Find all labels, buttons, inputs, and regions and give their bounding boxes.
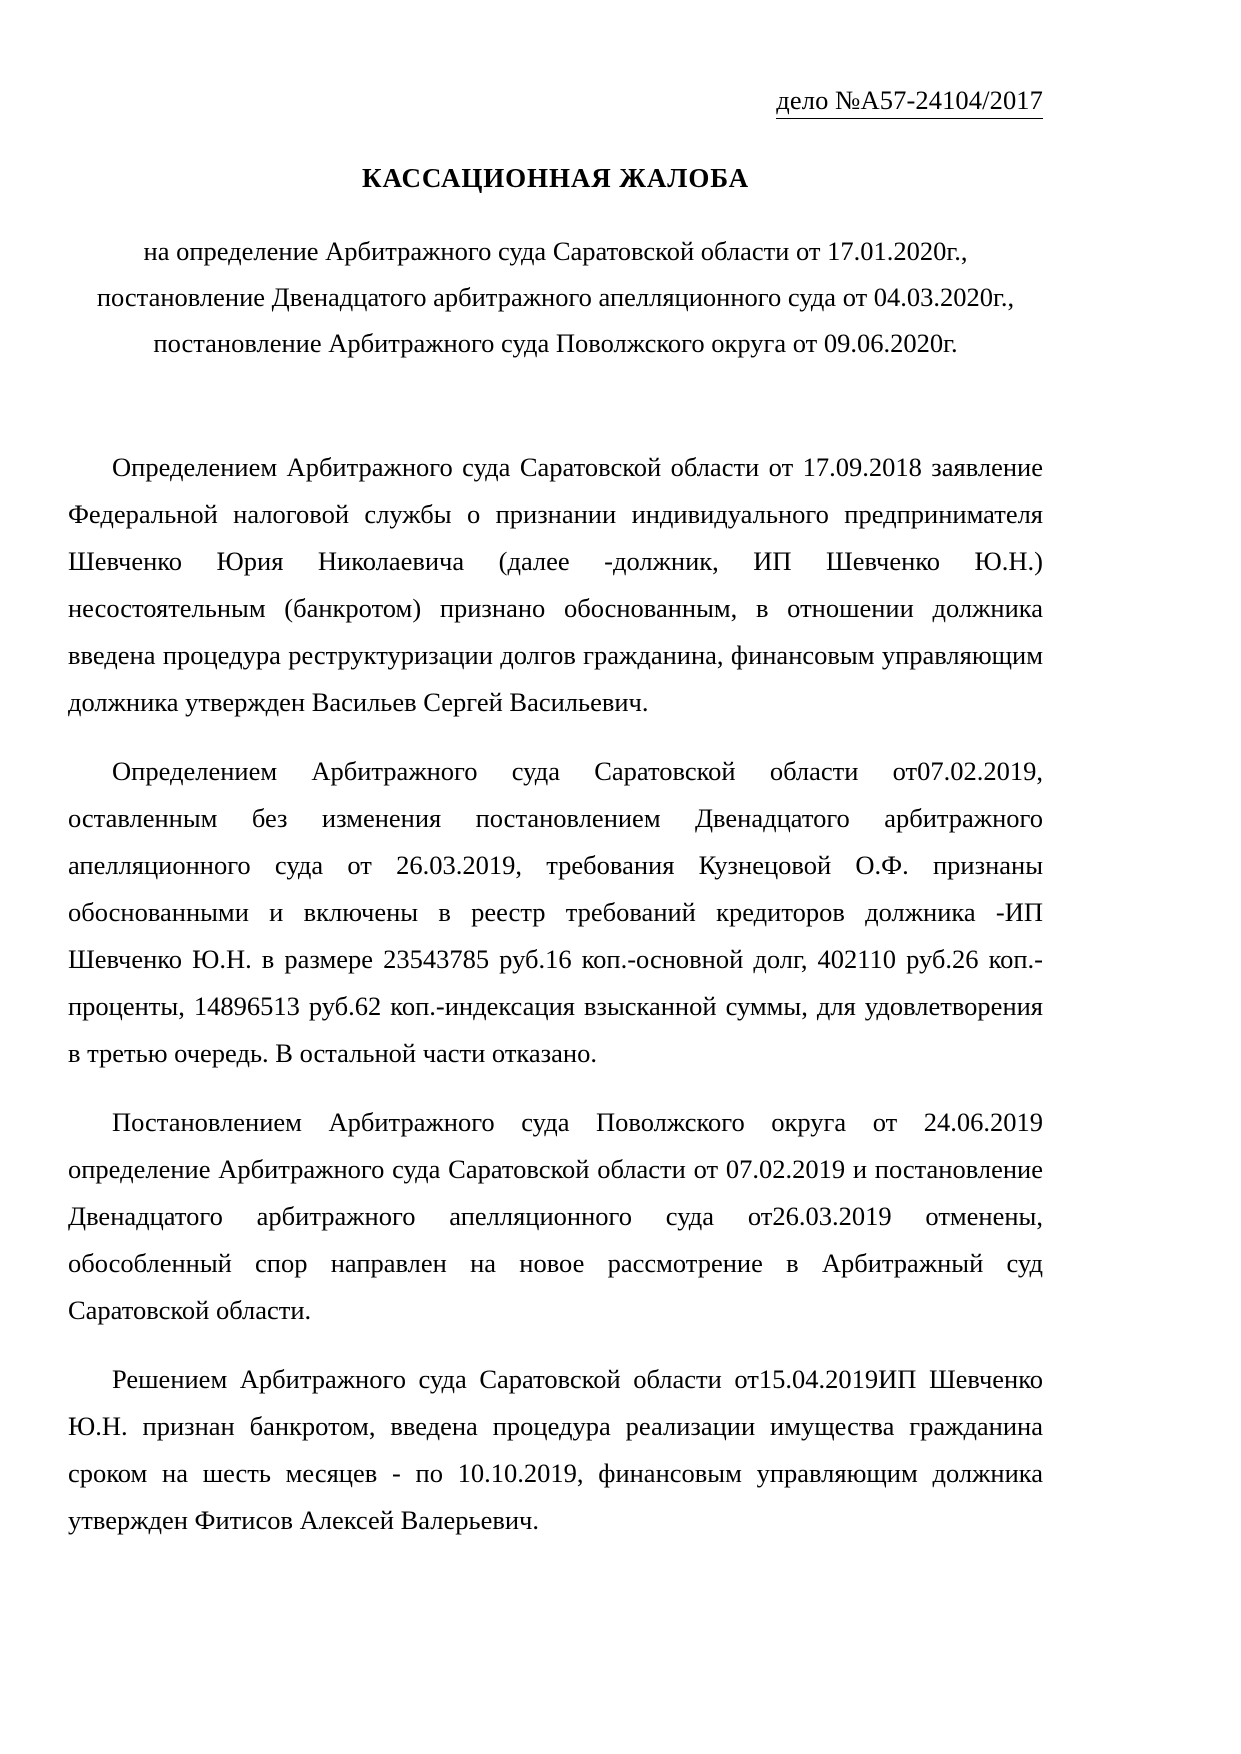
document-title: КАССАЦИОННАЯ ЖАЛОБА — [361, 163, 750, 194]
body-paragraph: Постановлением Арбитражного суда Поволжского округа от 24.06.2019 определение Арбитражного суда Саратовской области от 07.02.2019 и постановление Двенадцатого арбитражного апелляционного суда от26.03.2019 отменены, обособленный спор направлен на новое рассмотрение в Арбитражный суд Саратовской области. — [68, 1107, 1043, 1326]
document-content — [68, 0, 1043, 1544]
subtitle-line-3: постановление Арбитражного суда Поволжского округа от 09.06.2020г. — [153, 328, 958, 359]
body-paragraph: Определением Арбитражного суда Саратовской области от07.02.2019, оставленным без изменения постановлением Двенадцатого арбитражного апелляционного суда от 26.03.2019, требования Кузнецовой О.Ф. признаны обоснованными и включены в реестр требований кредиторов должника -ИП Шевченко Ю.Н. в размере 23543785 руб.16 коп.-основной долг, 402110 руб.26 коп.-проценты, 14896513 руб.62 коп.-индексация взысканной суммы, для удовлетворения в третью очередь. В остальной части отказано. — [68, 756, 1043, 1069]
subtitle-line-1: на определение Арбитражного суда Саратовской области от 17.01.2020г., — [143, 236, 968, 267]
document-subtitle — [68, 228, 1043, 366]
body-paragraph: Определением Арбитражного суда Саратовской области от 17.09.2018 заявление Федеральной налоговой службы о признании индивидуального предпринимателя Шевченко Юрия Николаевича (далее -должник, ИП Шевченко Ю.Н.) несостоятельным (банкротом) признано обоснованным, в отношении должника введена процедура реструктуризации долгов гражданина, финансовым управляющим должника утвержден Васильев Сергей Васильевич. — [68, 452, 1043, 718]
case-number: дело №А57-24104/2017 — [776, 84, 1043, 119]
body-paragraph: Решением Арбитражного суда Саратовской области от15.04.2019ИП Шевченко Ю.Н. признан банкротом, введена процедура реализации имущества гражданина сроком на шесть месяцев - по 10.10.2019, финансовым управляющим должника утвержден Фитисов Алексей Валерьевич. — [68, 1364, 1043, 1536]
document-body — [68, 444, 1043, 1544]
subtitle-line-2: постановление Двенадцатого арбитражного апелляционного суда от 04.03.2020г., — [96, 282, 1015, 313]
document-header — [68, 84, 1043, 119]
